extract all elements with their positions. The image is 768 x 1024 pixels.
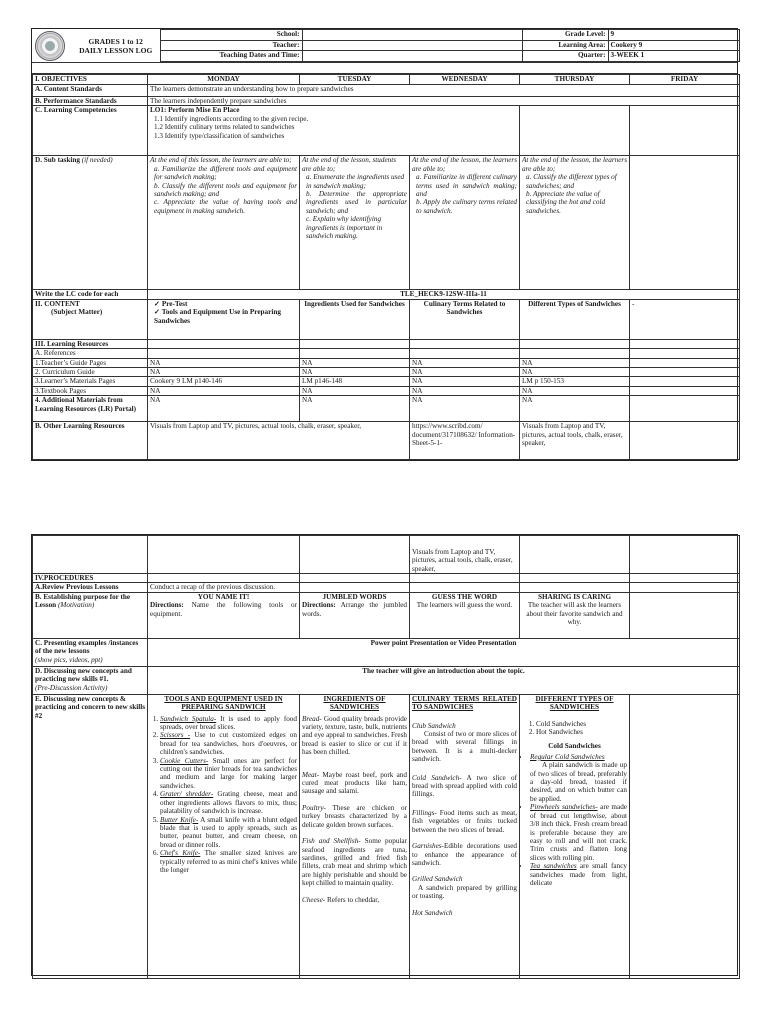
- textbook-label: 3.Textbook Pages: [33, 386, 148, 395]
- day-monday: MONDAY: [148, 75, 300, 85]
- learning-resources-label: III. Learning Resources: [33, 339, 148, 348]
- teacher-value: [302, 40, 522, 51]
- competency-2: 1.2 Identify culinary terms related to sandwiches: [154, 123, 295, 132]
- content-tuesday: Ingredients Used for Sandwiches: [300, 299, 410, 339]
- na-cell: NA: [520, 368, 630, 377]
- competencies-label: C. Learning Competencies: [33, 106, 148, 156]
- motivation-monday: YOU NAME IT! Directions: Name the following tools or equipment.: [148, 592, 300, 638]
- lm-tuesday: LM p146-148: [300, 377, 410, 386]
- na-cell: NA: [410, 377, 520, 386]
- content-friday: -: [630, 299, 740, 339]
- sub-tasking-tuesday: At the end of the lesson, students are able to; a. Enumerate the ingredients used in sandwich making; b. Determine the appropriate ingredients used in particular sandwich; and c. Explain why identifying ingredients is important in sandwich making.: [300, 156, 410, 290]
- motivation-wednesday: GUESS THE WORD The learners will guess the word.: [410, 592, 520, 638]
- lo1-text: LO1: Perform Mise En Place: [150, 106, 240, 115]
- performance-standards-label: B. Performance Standards: [33, 97, 148, 106]
- na-cell: NA: [410, 368, 520, 377]
- na-cell: NA: [410, 396, 520, 422]
- na-cell: NA: [520, 386, 630, 395]
- na-cell: NA: [300, 386, 410, 395]
- content-standards-text: The learners demonstrate an understanding how to prepare sandwiches: [148, 85, 740, 97]
- discussing-2-label: E. Discussing new concepts & practicing and concern to new skills #2: [33, 694, 148, 978]
- area-value: Cookery 9: [608, 40, 739, 51]
- competency-3: 1.3 Identify type/classification of sandwiches: [154, 131, 285, 140]
- tools-equipment-content: TOOLS AND EQUIPMENT USED IN PREPARING SANDWICH 1. Sandwich Spatula- It is used to apply food spreads, over bread slices. 2. Scissors - Use to cut customized edges on bread for tea sandwiches, hors d'oeuvres, or children's sandwiches. 3. Cookie Cutters- Small ones are perfect for cutting out the tinier breads for tea sandwiches and medium and large for making larger sandwiches. 4. Grater/ shredder- Grating cheese, meat and other ingredients allows flavors to mix, thus; palatability of sandwich is increase. 5. Butter Knife- A small knife with a blunt edged blade that is used to apply spreads, such as butter, peanut butter, and cream cheese, on bread or dinner rolls. 6. Chef's Knife- The smaller sized knives are typically referred to as mini chef's knives while the longer: [148, 694, 300, 978]
- content-wednesday: Culinary Terms Related to Sandwiches: [410, 299, 520, 339]
- day-friday: FRIDAY: [630, 75, 740, 85]
- sub-tasking-thursday: At the end of the lesson, the learners are able to; a. Classify the different types of sandwiches; and b. Appreciate the value of classifying the hot and cold sandwiches.: [520, 156, 630, 290]
- lm-monday: Cookery 9 LM p140-146: [148, 377, 300, 386]
- quarter-value: 3-WEEK 1: [608, 51, 739, 62]
- sandwich-types-content: DIFFERENT TYPES OF SANDWICHES 1. Cold Sandwiches 2. Hot Sandwiches Cold Sandwiches • Regular Cold Sandwiches A plain sandwich is made up of two slices of bread, preferably a day-old bread, toasted if desired, and on which butter can be applied. • Pinwheels sandwiches- are made of bread cut lengthwise, about 3/8 inch thick. Fresh cream bread is preferable because they are easy to roll and will not crack. Trim crusts and flatten long slices with rolling pin. • Tea sandwiches are small fancy sandwiches made from light, delicate: [520, 694, 630, 978]
- day-wednesday: WEDNESDAY: [410, 75, 520, 85]
- continued-resources-wednesday: Visuals from Laptop and TV, pictures, actual tools, chalk, eraser, speaker,: [410, 536, 520, 574]
- purpose-label: B. Establishing purpose for the Lesson (Motivation): [33, 592, 148, 638]
- page-1-lesson-log: [31, 28, 738, 461]
- objectives-table: [32, 74, 740, 460]
- day-tuesday: TUESDAY: [300, 75, 410, 85]
- teacher-label: Teacher:: [160, 40, 302, 51]
- curriculum-guide-label: 2. Curriculum Guide: [33, 368, 148, 377]
- na-cell: NA: [148, 368, 300, 377]
- discussing-1-text: The teacher will give an introduction about the topic.: [148, 666, 740, 694]
- grade-label: Grade Level:: [522, 30, 608, 41]
- lm-thursday: LM p 150-153: [520, 377, 630, 386]
- content-standards-label: A. Content Standards: [33, 85, 148, 97]
- lc-code-label: Write the LC code for each: [33, 290, 148, 299]
- school-label: School:: [160, 30, 302, 41]
- header-table: [32, 29, 740, 62]
- presenting-label: C. Presenting examples /instances of the new lessons (show pics, videos, ppt): [33, 638, 148, 666]
- grade-value: 9: [608, 30, 739, 41]
- culinary-terms-content: CULINARY TERMS RELATED TO SANDWICHES Club Sandwich Consist of two or more slices of bread with several fillings in between. It is a multi-decker sandwich. Cold Sandwich- A two slice of bread with spread applied with cold fillings. Fillings- Food items such as meat, fish vegetables or fruits tucked between the two slices of bread. Garnishes-Edible decorations used to enhance the appearance of sandwich. Grilled Sandwich A sandwich prepared by grilling or toasting. Hot Sandwich: [410, 694, 520, 978]
- references-label: A. References: [33, 349, 148, 358]
- motivation-tuesday: JUMBLED WORDS Directions: Arrange the jumbled words.: [300, 592, 410, 638]
- area-label: Learning Area:: [522, 40, 608, 51]
- na-cell: NA: [148, 358, 300, 367]
- review-label: A.Review Previous Lessons: [33, 583, 148, 592]
- quarter-label: Quarter:: [522, 51, 608, 62]
- na-cell: NA: [148, 386, 300, 395]
- content-monday: ✓ Pre-Test ✓ Tools and Equipment Use in Preparing Sandwiches: [148, 299, 300, 339]
- day-thursday: THURSDAY: [520, 75, 630, 85]
- other-resources-label: B. Other Learning Resources: [33, 422, 148, 460]
- additional-materials-label: 4. Additional Materials from Learning Resources (LR) Portal): [33, 396, 148, 422]
- motivation-thursday: SHARING IS CARING The teacher will ask the learners about their favorite sandwich and why.: [520, 592, 630, 638]
- na-cell: NA: [410, 386, 520, 395]
- performance-standards-text: The learners independently prepare sandwiches: [148, 97, 740, 106]
- na-cell: NA: [300, 396, 410, 422]
- other-resources-link[interactable]: https://www.scribd.com/ document/317108632/ Information-Sheet-5-1-: [410, 422, 520, 460]
- na-cell: NA: [520, 396, 630, 422]
- dates-label: Teaching Dates and Time:: [160, 51, 302, 62]
- content-label: II. CONTENT (Subject Matter): [33, 299, 148, 339]
- sub-tasking-wednesday: At the end of the lesson, the learners are able to; a. Familiarize in different culinary terms used in sandwich making; and b. Apply the culinary terms related to sandwich.: [410, 156, 520, 290]
- log-title-line2: DAILY LESSON LOG: [79, 45, 153, 55]
- na-cell: NA: [520, 358, 630, 367]
- other-resources-monday: Visuals from Laptop and TV, pictures, actual tools, chalk, eraser, speaker,: [148, 422, 410, 460]
- lc-code-value: TLE_HECK9-12SW-IIIa-11: [148, 290, 740, 299]
- presenting-text: Power point Presentation or Video Presentation: [148, 638, 740, 666]
- competency-1: 1.1 Identify ingredients according to the given recipe.: [154, 114, 309, 123]
- deped-seal-logo: [35, 31, 65, 61]
- ingredients-content: INGREDIENTS OF SANDWICHES Bread- Good quality breads provide variety, texture, taste, bulk, nutrients and eye appeal to sandwiches. Fresh bread is easier to slice or cut if it has been chilled. Meat- Maybe roast beef, pork and cured meat products like ham, sausage and salami. Poultry- These are chicken or turkey breasts characterized by a delicate golden brown surfaces. Fish and Shellfish- Some popular seafood ingredients are tuna, sardines, grilled and fried fish fillets, crab meat and shrimp which are highly perishable and should be kept chilled to maintain quality. Cheese- Refers to cheddar,: [300, 694, 410, 978]
- school-value: [302, 30, 522, 41]
- na-cell: NA: [148, 396, 300, 422]
- discussing-1-label: D. Discussing new concepts and practicing new skills #1. (Pre-Discussion Activity): [33, 666, 148, 694]
- review-text: Conduct a recap of the previous discussion.: [148, 583, 300, 592]
- sub-tasking-monday: At the end of this lesson, the learners are able to; a. Familiarize the different tools and equipment for sandwich making; b. Classify the different tools and equipment for sandwich making; and c. Appreciate the value of having tools and equipment in making sandwich.: [148, 156, 300, 290]
- na-cell: NA: [300, 368, 410, 377]
- log-title-line1: GRADES 1 to 12: [88, 36, 143, 46]
- content-thursday: Different Types of Sandwiches: [520, 299, 630, 339]
- teachers-guide-label: 1.Teacher’s Guide Pages: [33, 358, 148, 367]
- other-resources-thursday: Visuals from Laptop and TV, pictures, actual tools, chalk, eraser, speaker,: [520, 422, 630, 460]
- page-2-lesson-log: [31, 534, 738, 976]
- learners-materials-label: 3.Learner’s Materials Pages: [33, 377, 148, 386]
- procedures-heading: IV.PROCEDURES: [33, 574, 148, 583]
- na-cell: NA: [410, 358, 520, 367]
- na-cell: NA: [300, 358, 410, 367]
- competencies-cell: [148, 106, 520, 156]
- dates-value: [302, 51, 522, 62]
- objectives-heading: I. OBJECTIVES: [33, 75, 148, 85]
- procedures-table: [32, 535, 740, 979]
- sub-tasking-label: D. Sub tasking (if needed): [33, 156, 148, 290]
